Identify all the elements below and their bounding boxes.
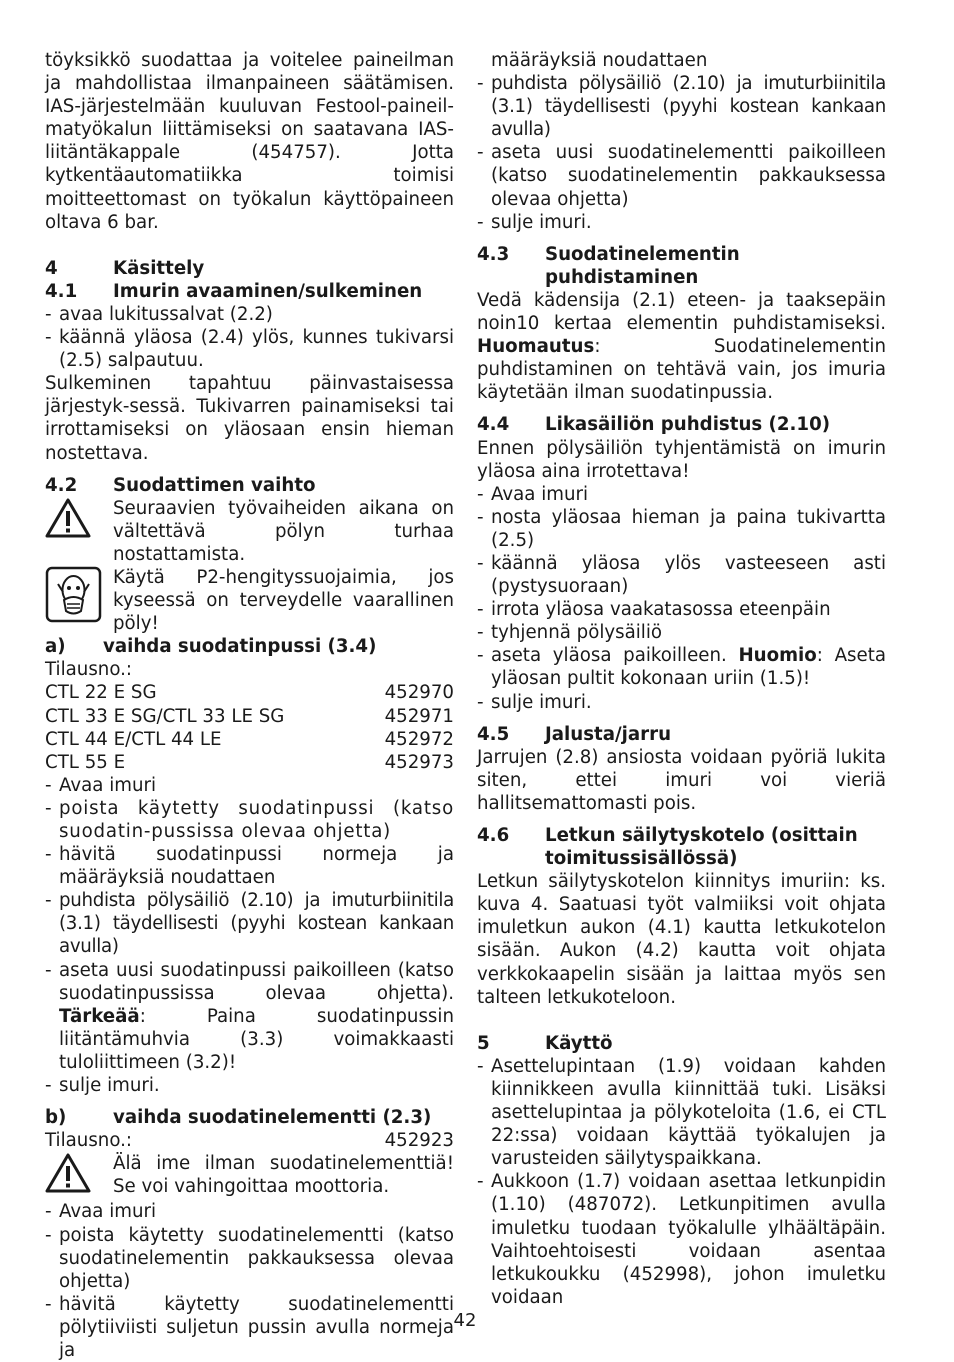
heading-number: 4.2	[45, 474, 78, 496]
heading-number: 4	[45, 257, 58, 279]
closing-paragraph: Sulkeminen tapahtuu päinvastaisessa järjestyk-sessä. Tukivarren painamiseksi tai irrottamiseksi on yläosaan ensin hieman nostettava.	[45, 373, 454, 464]
list-item: - avaa lukitussalvat (2.2)	[45, 303, 273, 325]
order-row: CTL 33 E SG/CTL 33 LE SG 452971	[45, 705, 454, 727]
filter-warning	[45, 1152, 454, 1200]
respirator-text: Käytä P2-hengityssuojaimia, jos kyseessä on terveydelle vaarallinen pöly!	[113, 566, 454, 635]
list-item: - sulje imuri.	[477, 691, 592, 713]
heading-number: 4.1	[45, 280, 78, 302]
page-number: 42	[453, 1310, 477, 1331]
right-column	[477, 49, 886, 1309]
heading-number: 4.6	[477, 825, 510, 846]
heading-number: a)	[45, 636, 66, 658]
heading-title: Jalusta/jarru	[545, 723, 672, 745]
heading-4-2	[45, 474, 454, 497]
list-item: - poista käytetty suodatinelementti (katso suodatinelementin pakkauksessa olevaa ohjetta)	[45, 1224, 454, 1292]
paragraph: Jarrujen (2.8) ansiosta voidaan pyöriä lukita siten, ettei imuri voi vieriä hallitsemattomasti pois.	[477, 746, 886, 814]
heading-title: vaihda suodatinpussi (3.4)	[103, 636, 377, 658]
heading-title: Imurin avaaminen/sulkeminen	[113, 280, 423, 302]
paragraph: Ennen pölysäiliön tyhjentämistä on imurin yläosa aina irrotettava!	[477, 437, 886, 482]
order-row: CTL 22 E SG 452970	[45, 682, 454, 704]
respirator-notice	[45, 566, 454, 635]
list-item: - hävitä suodatinpussi normeja ja määräyksiä noudattaen	[45, 844, 454, 889]
heading-number: 4.3	[477, 243, 510, 265]
heading-number: 5	[477, 1032, 490, 1054]
intro-paragraph: töyksikkö suodattaa ja voitelee paineilman ja mahdollistaa ilmanpaineen säätämisen. IAS-järjestelmään kuuluvan Festool-paineil-matyökalun liittämiseksi on saatavana IAS-liitäntäkappale (454757). Jotta kytkentäautomatiikka toimisi moitteettomast on työkalun käyttöpaineen oltava 6 bar.	[45, 50, 454, 233]
list-item: - sulje imuri.	[45, 1075, 160, 1097]
heading-4-3	[477, 243, 886, 289]
order-row: CTL 44 E/CTL 44 LE 452972	[45, 728, 454, 750]
list-item-continued: määräyksiä noudattaen	[491, 50, 708, 71]
list-item: - Aukkoon (1.7) voidaan asettaa letkunpidin (1.10) (487072). Letkunpitimen avulla imuletku tuodaan työkalulle ylhäältäpäin. Vaihtoehtoisesti voidaan asentaa letkukoukku (452998), johon imuletku voidaan	[477, 1171, 886, 1308]
list-item: - Avaa imuri	[45, 774, 157, 796]
paragraph: Vedä kädensija (2.1) eteen- ja taaksepäin noin10 kertaa elementin puhdistamiseksi. Huomautus: Suodatinelementin puhdistaminen on tehtävä vain, jos imuria käytetään ilman suodatinpussia.	[477, 289, 886, 404]
list-item: - nosta yläosaa hieman ja paina tukivartta (2.5)	[477, 506, 886, 551]
heading-number: 4.4	[477, 414, 510, 436]
warning-text: Seuraavien työvaiheiden aikana on vältettävä pölyn turhaa nostattamista.	[113, 497, 454, 565]
paragraph: Letkun säilytyskotelon kiinnitys imuriin: ks. kuva 4. Saatuasi työt valmiiksi voit ohjata imuletkun aukon (4.1) kautta letkukotelon sisään. Aukon (4.2) kautta voit ohjata verkkokaapelin sisään ja laittaa myös sen talteen letkukoteloon.	[477, 871, 886, 1008]
warning-text: Älä ime ilman suodatinelementtiä! Se voi vahingoittaa moottoria.	[113, 1153, 454, 1198]
heading-4-1	[45, 280, 454, 303]
heading-title: Likasäiliön puhdistus (2.10)	[545, 414, 831, 436]
heading-4-4	[477, 413, 886, 436]
order-label: Tilausno.:	[45, 659, 133, 681]
list-item: - Avaa imuri	[477, 483, 589, 505]
heading-title: Käyttö	[545, 1032, 613, 1054]
heading-title: Suodattimen vaihto	[113, 474, 316, 496]
heading-b	[45, 1106, 454, 1129]
warning-triangle-icon	[45, 497, 91, 539]
heading-4-5	[477, 723, 886, 746]
heading-title: Suodatinelementin puhdistaminen	[545, 243, 740, 288]
order-row: Tilausno.: 452923	[45, 1130, 454, 1152]
heading-5	[477, 1032, 886, 1055]
list-item: - käännä yläosa ylös vasteeseen asti (pystysuoraan)	[477, 552, 886, 598]
list-item: - Avaa imuri	[45, 1201, 157, 1223]
heading-title: Käsittely	[113, 257, 205, 279]
heading-4	[45, 257, 454, 280]
heading-title: Letkun säilytyskotelo (osittain toimitussisällössä)	[545, 825, 858, 870]
list-item: - aseta uusi suodatinpussi paikoilleen (katso suodatinpussissa olevaa ohjetta). Tärkeää: Paina suodatinpussin liitäntämuhvia (3.3) voimakkaasti tuloliittimeen (3.2)!	[45, 959, 454, 1073]
heading-a	[45, 635, 454, 658]
list-item: - irrota yläosa vaakatasossa eteenpäin	[477, 599, 831, 621]
heading-number: 4.5	[477, 723, 510, 745]
list-item: - Asettelupintaan (1.9) voidaan kahden kiinnikkeen avulla kiinnittää tuki. Lisäksi asettelupintaa ja pölykoteloita (1.6, ei CTL 22:ssa) voidaan käyttää työkalujen ja varusteiden säilytyspaikkana.	[477, 1055, 886, 1170]
heading-title: vaihda suodatinelementti (2.3)	[113, 1107, 432, 1129]
list-item: - hävitä käytetty suodatinelementti pölytiiviisti suljetun pussin avulla normeja ja	[45, 1293, 454, 1361]
list-item: - puhdista pölysäiliö (2.10) ja imuturbiinitila (3.1) täydellisesti (pyyhi kostean kankaan avulla)	[477, 73, 886, 141]
list-item: - tyhjennä pölysäiliö	[477, 622, 663, 644]
left-column	[45, 49, 454, 1362]
heading-4-6	[477, 824, 886, 870]
dust-warning	[45, 497, 454, 566]
order-row: CTL 55 E 452973	[45, 751, 454, 773]
list-item: - aseta yläosa paikoilleen. Huomio: Aseta yläosan pultit kokonaan uriin (1.5)!	[477, 645, 886, 690]
list-item: - puhdista pölysäiliö (2.10) ja imuturbiinitila (3.1) täydellisesti (pyyhi kostean kankaan avulla)	[45, 890, 454, 958]
list-item: - aseta uusi suodatinelementti paikoilleen (katso suodatinelementin pakkauksessa olevaa ohjetta)	[477, 142, 886, 210]
list-item: - poista käytetty suodatinpussi (katso suodatin-pussissa olevaa ohjetta)	[45, 797, 454, 842]
warning-triangle-icon	[45, 1152, 91, 1194]
list-item: - sulje imuri.	[477, 211, 592, 233]
heading-number: b)	[45, 1107, 67, 1129]
list-item: - käännä yläosa (2.4) ylös, kunnes tukivarsi (2.5) salpautuu.	[45, 327, 454, 372]
respirator-mask-icon	[45, 566, 102, 623]
